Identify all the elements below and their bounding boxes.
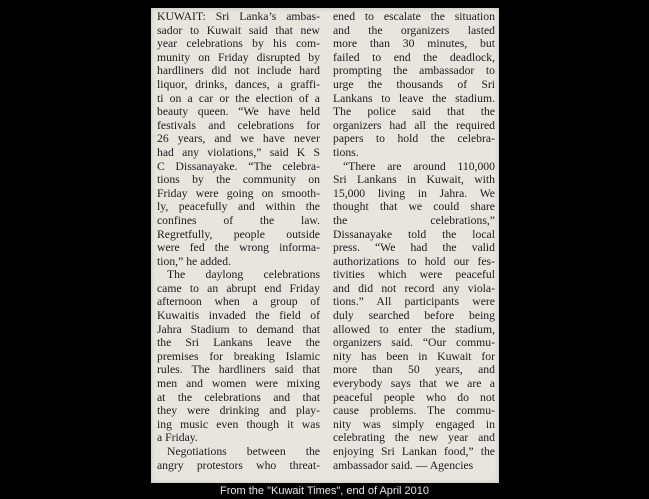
article-line: Friday were going on smooth-	[157, 186, 320, 200]
article-line: ti on a car or the election of a	[157, 91, 320, 105]
article-line: hardliners did not include hard	[157, 64, 320, 78]
article-line: The daylong celebrations	[167, 268, 320, 282]
article-right-column	[333, 10, 495, 472]
image-caption: From the "Kuwait Times", end of April 2010	[220, 485, 429, 497]
article-line: and the organizers lasted	[333, 23, 495, 37]
article-line: more than 30 minutes, but	[333, 37, 495, 51]
article-line: nity was simply engaged in	[333, 417, 495, 431]
article-line: everybody says that we are a	[333, 377, 495, 391]
article-line: enjoying Sri Lankan food,” the	[333, 445, 495, 458]
article-line: confines of the law.	[157, 213, 320, 227]
article-line: duly searched before being	[333, 309, 495, 323]
article-line: cause problems. The commu-	[333, 404, 495, 418]
article-line: munity on Friday disrupted by	[157, 50, 320, 64]
article-line: premises for breaking Islamic	[157, 349, 320, 363]
article-line: Lankans to leave the stadium.	[333, 91, 495, 105]
article-line: came to an abrupt end Friday	[157, 281, 320, 295]
article-line: urge the thousands of Sri	[333, 77, 495, 91]
article-line: The police said that the	[333, 105, 495, 119]
article-line: nity has been in Kuwait for	[333, 349, 495, 363]
article-line: tions by the community on	[157, 173, 320, 187]
article-line: men and women were mixing	[157, 377, 320, 391]
article-line: had any violations,” said K S	[157, 145, 320, 159]
article-line: tions.” All participants were	[333, 295, 495, 309]
article-line: and did not record any viola-	[333, 281, 495, 295]
article-line: at the celebrations and that	[157, 390, 320, 404]
article-line: 15,000 living in Jahra. We	[333, 186, 495, 200]
article-line: liquor, drinks, dances, a graffi-	[157, 77, 320, 91]
article-line: were fed the wrong informa-	[157, 241, 320, 255]
article-line: tivities which were peaceful	[333, 268, 495, 282]
article-line: celebrating the new year and	[333, 431, 495, 445]
article-left-column	[157, 10, 320, 472]
article-line: organizers said. “Our commu-	[333, 336, 495, 350]
article-line: Dissanayake told the local	[333, 227, 495, 241]
article-line: ing music even though it was	[157, 417, 320, 431]
article-line: the celebrations,”	[333, 213, 495, 227]
article-line: organizers had all the required	[333, 118, 495, 132]
article-line: year celebrations by his com-	[157, 37, 320, 51]
article-line: more than 50 years, and	[333, 363, 495, 377]
article-line: papers to hold the celebra-	[333, 132, 495, 146]
article-line: C Dissanayake. “The celebra-	[157, 159, 320, 173]
article-line: festivals and celebrations for	[157, 118, 320, 132]
article-line: authorizations to hold our fes-	[333, 254, 495, 268]
article-line: Jahra Stadium to demand that	[157, 322, 320, 336]
article-line: Regretfully, people outside	[157, 227, 320, 241]
article-line: angry protestors who threat-	[157, 458, 320, 472]
article-line: beauty queen. “We have held	[157, 105, 320, 119]
article-line: press. “We had the valid	[333, 241, 495, 255]
article-line: 26 years, and we have never	[157, 132, 320, 146]
article-line: ly, peacefully and within the	[157, 200, 320, 214]
article-line: failed to end the deadlock,	[333, 50, 495, 64]
article-line: KUWAIT: Sri Lanka’s ambas-	[157, 10, 320, 23]
article-line: tions.	[333, 145, 359, 159]
article-line: peaceful people who do not	[333, 390, 495, 404]
newspaper-clipping	[151, 8, 499, 483]
article-line: tion,” he added.	[157, 254, 231, 268]
article-line: allowed to enter the stadium,	[333, 322, 495, 336]
article-line: a Friday.	[157, 431, 198, 445]
article-line: Negotiations between the	[167, 445, 320, 458]
article-line: Sri Lankans in Kuwait, with	[333, 173, 495, 187]
article-line: ened to escalate the situation	[333, 10, 495, 23]
article-line: prompting the ambassador to	[333, 64, 495, 78]
article-line: ambassador said. — Agencies	[333, 458, 474, 472]
article-line: afternoon when a group of	[157, 295, 320, 309]
article-line: rules. The hardliners said that	[157, 363, 320, 377]
article-line: “There are around 110,000	[343, 159, 495, 173]
article-line: thought that we could share	[333, 200, 495, 214]
article-line: they were drinking and play-	[157, 404, 320, 418]
article-line: sador to Kuwait said that new	[157, 23, 320, 37]
article-line: the Sri Lankans leave the	[157, 336, 320, 350]
article-line: Kuwaitis invaded the field of	[157, 309, 320, 323]
